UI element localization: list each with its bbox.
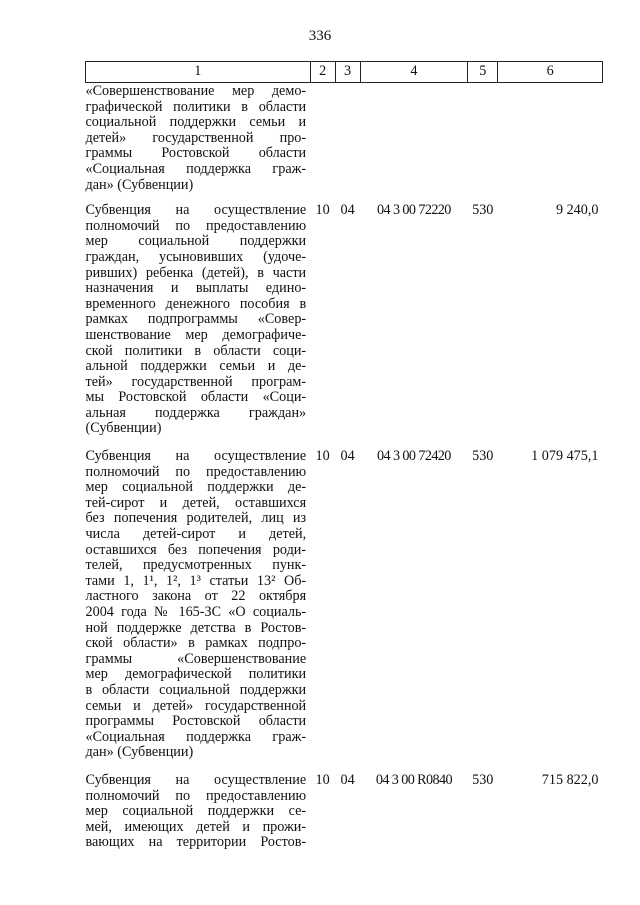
budget-table	[85, 61, 603, 863]
description-line: Субвенция на осуществление	[85, 771, 307, 788]
column-header-2: 2	[310, 62, 335, 83]
column-header-1: 1	[86, 62, 311, 83]
description-line: в области социальной поддержки	[85, 681, 307, 698]
description-line: Субвенция на осуществление	[85, 202, 307, 219]
description-line: ской области» в рамках подпро-	[85, 635, 307, 652]
description-line: графической политики в области	[85, 98, 307, 115]
row-expense-type: 530	[472, 771, 494, 788]
column-header-3: 3	[335, 62, 360, 83]
row-amount: 715 822,0	[541, 771, 599, 788]
description-line: Субвенция на осуществление	[85, 448, 307, 465]
row-target-code: 04 3 00 72220	[377, 202, 451, 219]
column-header-6: 6	[498, 62, 603, 83]
description-line: временного денежного пособия в	[85, 295, 307, 312]
description-line: шенствование мер демографиче-	[85, 326, 307, 343]
row-description	[86, 203, 311, 449]
description-line: альной поддержки семьи и де-	[85, 358, 307, 375]
row-description	[86, 449, 311, 773]
row-target-code	[360, 83, 468, 204]
table-body	[86, 83, 603, 863]
description-line: семьи и детей» государственной	[85, 697, 307, 714]
description-line: «Социальная поддержка граж-	[85, 160, 307, 177]
row-amount	[498, 83, 603, 204]
description-line: назначения и выплаты едино-	[85, 280, 307, 297]
row-description	[86, 83, 311, 204]
table-row	[86, 773, 603, 863]
description-line: мы Ростовской области «Соци-	[85, 389, 307, 406]
description-line: вающих на территории Ростов-	[85, 834, 307, 851]
row-section: 10	[315, 202, 330, 219]
description-line: без попечения родителей, лиц из	[85, 510, 307, 527]
table-row	[86, 449, 603, 773]
description-line: ной поддержке детства в Ростов-	[85, 619, 307, 636]
description-line: мер демографической политики	[85, 666, 307, 683]
description-line: рамках подпрограммы «Совер-	[85, 311, 307, 328]
table-row	[86, 83, 603, 204]
description-line: мер социальной поддержки	[85, 233, 307, 250]
description-line: дан» (Субвенции)	[85, 176, 194, 193]
description-line: ривших) ребенка (детей), в части	[85, 264, 307, 281]
description-line: телей, предусмотренных пунк-	[85, 557, 307, 574]
row-section: 10	[315, 448, 330, 465]
description-line: мей, имеющих детей и прожи-	[85, 818, 307, 835]
description-line: полномочий по предоставлению	[85, 463, 307, 480]
row-description	[86, 773, 311, 863]
table-header-row	[86, 62, 603, 83]
table-row	[86, 203, 603, 449]
description-line: программы Ростовской области	[85, 713, 307, 730]
row-expense-type: 530	[472, 202, 494, 219]
row-expense-type: 530	[472, 448, 494, 465]
description-line: альная поддержка граждан»	[85, 404, 307, 421]
row-section	[310, 83, 335, 204]
description-line: «Социальная поддержка граж-	[85, 728, 307, 745]
row-subsection	[335, 83, 360, 204]
description-line: мер социальной поддержки де-	[85, 479, 307, 496]
description-line: граммы Ростовской области	[85, 145, 307, 162]
column-header-4: 4	[360, 62, 468, 83]
row-section: 10	[315, 771, 330, 788]
description-line: дан» (Субвенции)	[85, 744, 194, 761]
description-line: тами 1, 1¹, 1², 1³ статьи 13² Об-	[85, 572, 307, 589]
description-line: ской политики в области соци-	[85, 342, 307, 359]
description-line: (Субвенции)	[85, 420, 162, 437]
description-line: граждан, усыновивших (удоче-	[85, 248, 307, 265]
description-line: полномочий по предоставлению	[85, 217, 307, 234]
description-line: полномочий по предоставлению	[85, 787, 307, 804]
description-line: оставшихся без попечения роди-	[85, 541, 307, 558]
description-line: тей-сирот и детей, оставшихся	[85, 494, 307, 511]
row-subsection: 04	[340, 448, 355, 465]
row-target-code: 04 3 00 72420	[377, 448, 451, 465]
column-header-5: 5	[468, 62, 498, 83]
description-line: граммы «Совершенствование	[85, 650, 307, 667]
row-expense-type	[468, 83, 498, 204]
row-target-code: 04 3 00 R0840	[375, 771, 452, 788]
description-line: социальной поддержки семьи и	[85, 114, 307, 131]
description-line: 2004 года № 165-ЗС «О социаль-	[85, 604, 307, 620]
description-line: ластного закона от 22 октября	[85, 588, 307, 605]
page-number: 336	[308, 28, 332, 44]
description-line: «Совершенствование мер демо-	[85, 83, 307, 99]
description-line: тей» государственной програм-	[85, 373, 307, 390]
row-amount: 9 240,0	[555, 202, 599, 219]
description-line: детей» государственной про-	[85, 129, 307, 146]
description-line: мер социальной поддержки се-	[85, 803, 307, 820]
row-amount: 1 079 475,1	[531, 448, 599, 465]
description-line: числа детей-сирот и детей,	[85, 526, 307, 543]
row-subsection: 04	[340, 202, 355, 219]
row-subsection: 04	[340, 771, 355, 788]
